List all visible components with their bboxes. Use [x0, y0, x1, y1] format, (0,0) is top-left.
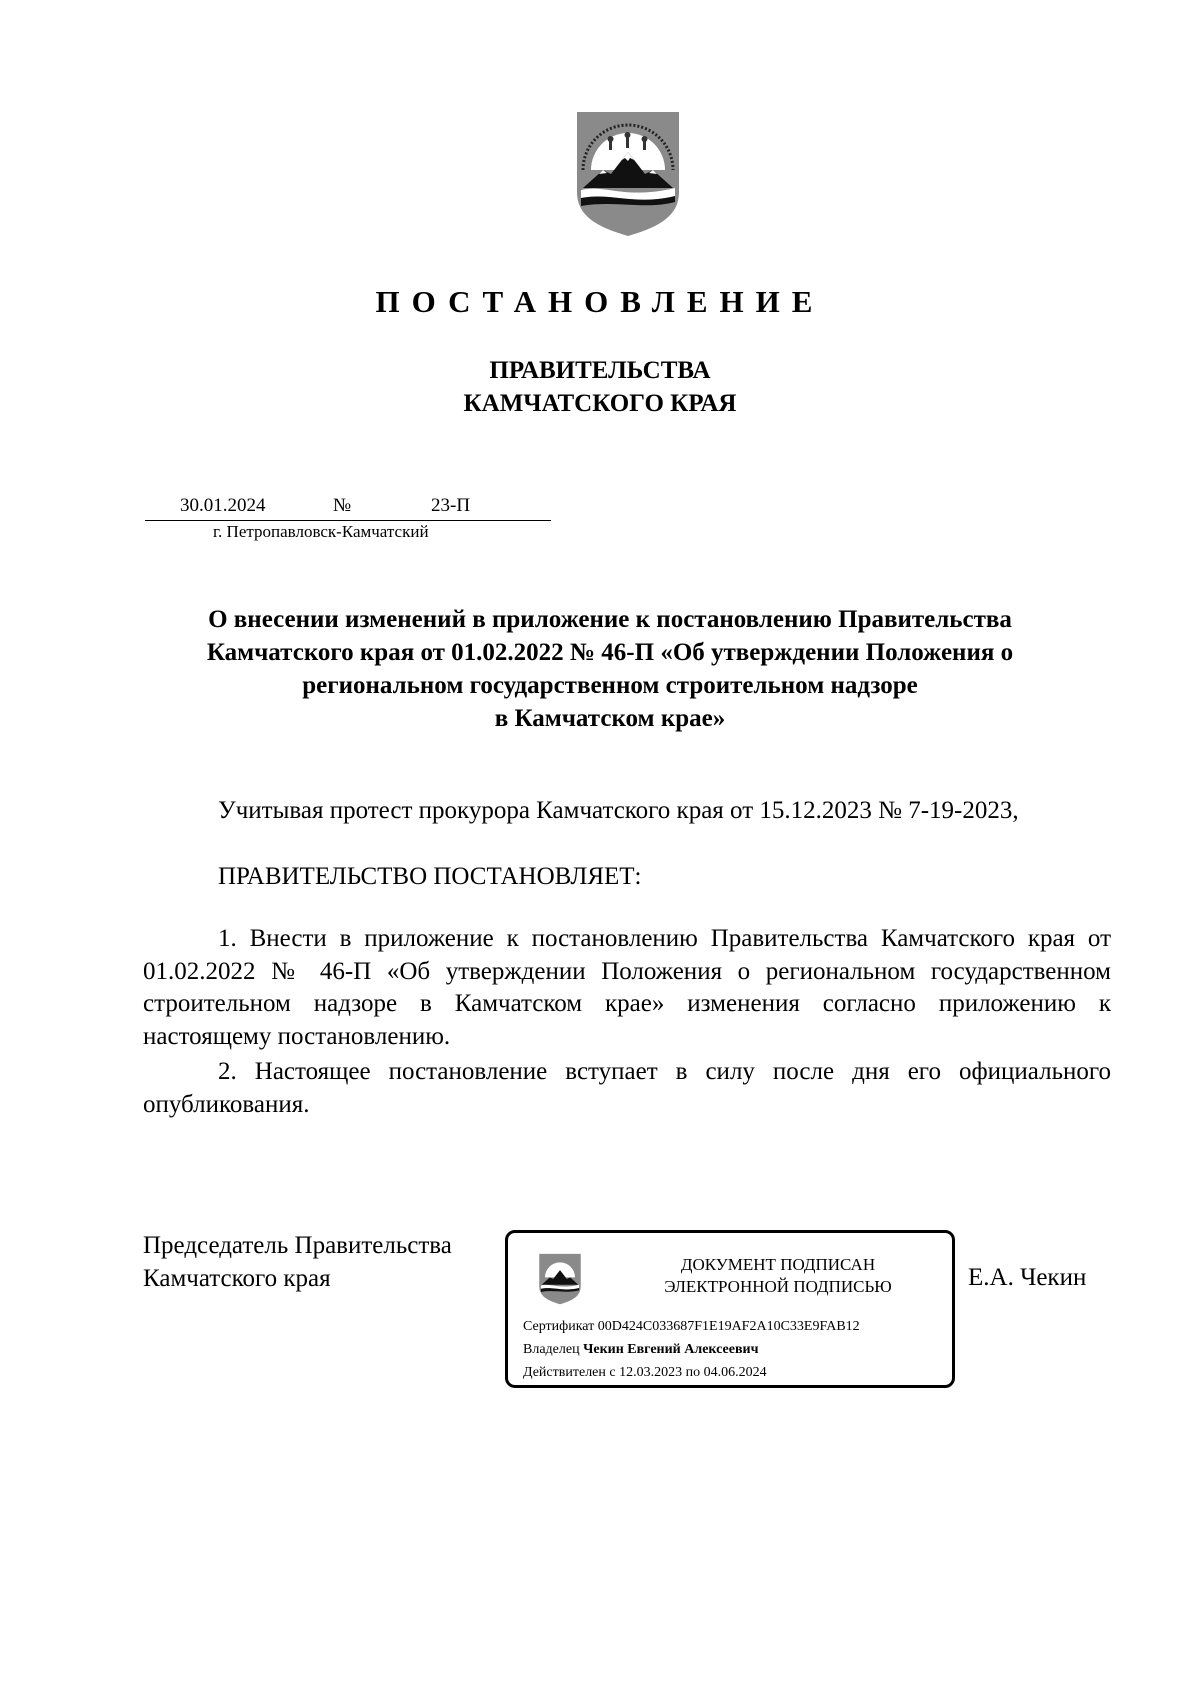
certificate-label: Сертификат: [523, 1319, 595, 1334]
issuer-heading: [0, 354, 1200, 420]
issuer-line-1: ПРАВИТЕЛЬСТВА: [489, 357, 711, 384]
electronic-signature-stamp: [505, 1230, 955, 1388]
valid-from-value: 12.03.2023: [619, 1365, 683, 1380]
title-line-1: О внесении изменений в приложение к постановлению Правительства: [208, 606, 1012, 633]
document-type-heading: ПОСТАНОВЛЕНИЕ: [375, 284, 825, 319]
certificate-line: [523, 1318, 860, 1336]
validity-line: [523, 1364, 767, 1382]
owner-line: [523, 1341, 758, 1359]
title-line-3: региональном государственном строительном надзоре: [302, 672, 918, 699]
document-number: 23-П: [431, 495, 471, 516]
title-line-4: в Камчатском крае»: [494, 705, 726, 732]
owner-value: Чекин Евгений Алексеевич: [583, 1342, 759, 1357]
item-2-paragraph: 2. Настоящее постановление вступает в силу после дня его официального опубликования.: [143, 1058, 1111, 1118]
considering-paragraph: Учитывая протест прокурора Камчатского края от 15.12.2023 № 7-19-2023,: [218, 797, 1019, 824]
stamp-heading-line-2: ЭЛЕКТРОННОЙ ПОДПИСЬЮ: [664, 1277, 892, 1296]
document-title: [140, 603, 1080, 735]
kamchatka-coat-of-arms-icon: [538, 1253, 582, 1305]
item-1-paragraph: 1. Внести в приложение к постановлению Правительства Камчатского края от 01.02.2022 № 46-П «Об утверждении Положения о региональном государственном строительном надзоре в Камчатском крае» изменения согласно приложению к настоящему постановлению.: [143, 925, 1111, 1050]
document-date: 30.01.2024: [180, 495, 266, 516]
stamp-heading-line-1: ДОКУМЕНТ ПОДПИСАН: [680, 1255, 876, 1274]
valid-to-value: 04.06.2024: [703, 1365, 767, 1380]
signer-name: Е.А. Чекин: [968, 1264, 1087, 1291]
owner-label: Владелец: [523, 1342, 580, 1357]
signer-position-line-1: Председатель Правительства: [143, 1232, 452, 1259]
valid-from-label: Действителен с: [523, 1365, 616, 1380]
signer-position-line-2: Камчатского края: [143, 1264, 331, 1292]
place-of-issue: г. Петропавловск-Камчатский: [213, 522, 429, 541]
issuer-line-2: КАМЧАТСКОГО КРАЯ: [463, 390, 737, 417]
number-sign: №: [333, 495, 352, 516]
stamp-heading: [618, 1254, 938, 1298]
resolves-paragraph: ПРАВИТЕЛЬСТВО ПОСТАНОВЛЯЕТ:: [218, 863, 642, 890]
certificate-value: 00D424C033687F1E19AF2A10C33E9FAB12: [597, 1319, 860, 1334]
valid-to-label: по: [685, 1365, 701, 1380]
signer-position: [143, 1230, 452, 1295]
title-line-2: Камчатского края от 01.02.2022 № 46-П «Об утверждении Положения о: [206, 639, 1014, 666]
registration-line: [145, 494, 551, 521]
kamchatka-coat-of-arms-icon: [575, 110, 681, 238]
